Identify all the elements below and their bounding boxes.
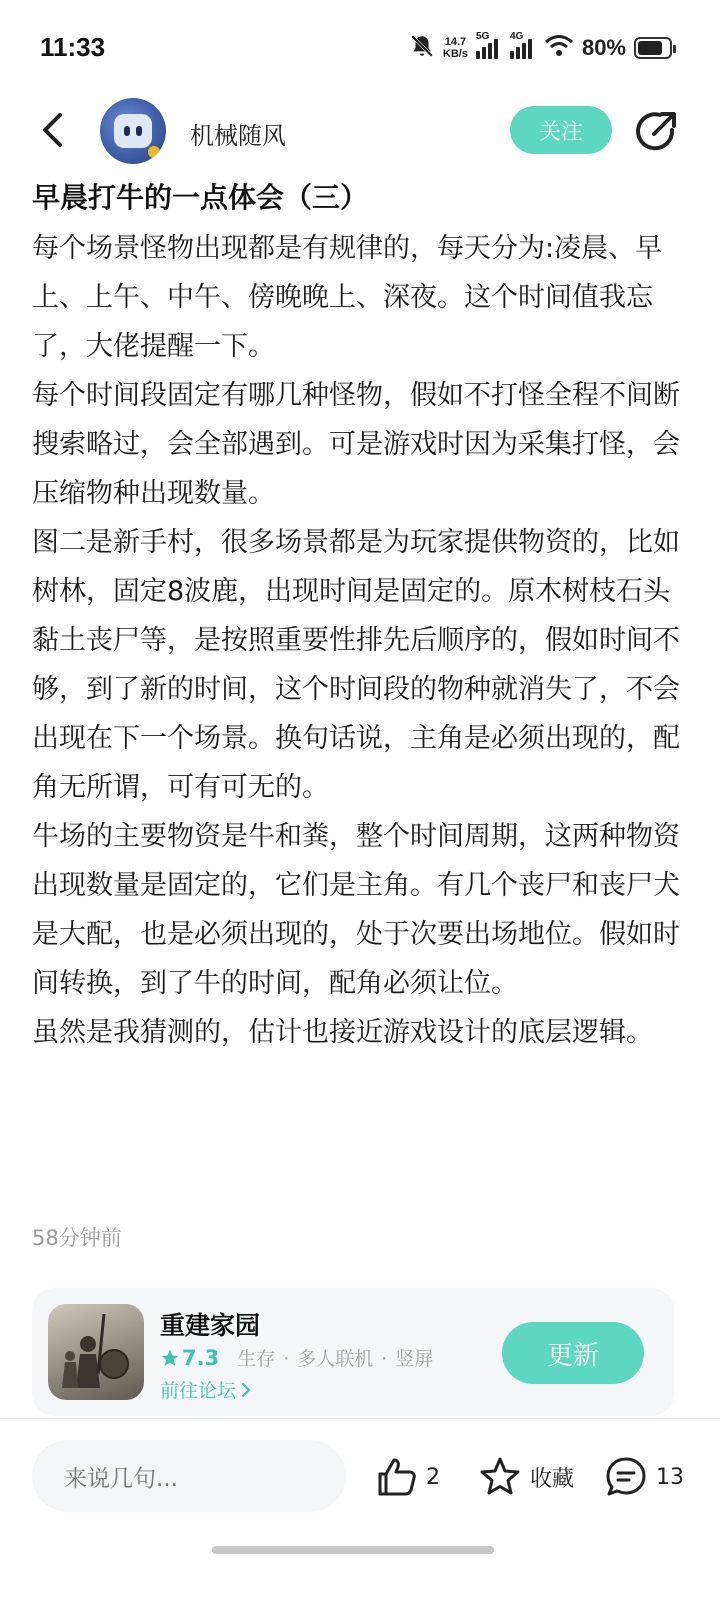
chevron-left-icon <box>40 112 64 148</box>
battery-icon <box>634 37 672 59</box>
bottom-divider <box>0 1418 720 1419</box>
article-title: 早晨打牛的一点体会（三） <box>32 181 369 214</box>
signal-5g-icon: 5G <box>476 37 502 59</box>
comment-input[interactable]: 来说几句... <box>32 1440 346 1512</box>
author-name[interactable]: 机械随风 <box>190 122 286 150</box>
like-count: 2 <box>426 1464 440 1490</box>
mute-bell-icon <box>409 33 435 63</box>
status-bar <box>0 0 720 96</box>
comment-icon <box>604 1455 648 1499</box>
share-icon <box>632 108 680 156</box>
star-icon <box>160 1348 180 1368</box>
back-button[interactable] <box>34 110 70 150</box>
net-speed: 14.7 KB/s <box>442 36 468 60</box>
status-icons <box>409 30 672 66</box>
article-paragraph: 牛场的主要物资是牛和粪，整个时间周期，这两种物资出现数量是固定的，它们是主角。有几个丧尸和丧尸犬是大配，也是必须出现的，处于次要出场地位。假如时间转换，到了牛的时间，配角必须让位。 <box>32 821 680 999</box>
favorite-label: 收藏 <box>530 1466 575 1492</box>
chevron-right-icon <box>240 1381 252 1399</box>
share-button[interactable] <box>632 108 680 156</box>
game-meta <box>160 1344 433 1371</box>
article-paragraph: 图二是新手村，很多场景都是为玩家提供物资的，比如树林，固定8波鹿，出现时间是固定的。原木树枝石头黏土丧尸等，是按照重要性排先后顺序的，假如时间不够，到了新的时间，这个时间段的物种就消失了，不会出现在下一个场景。换句话说，主角是必须出现的，配角无所谓，可有可无的。 <box>32 527 680 803</box>
star-outline-icon <box>478 1455 522 1499</box>
game-name: 重建家园 <box>160 1311 261 1340</box>
game-tags: 生存 · 多人联机 · 竖屏 <box>237 1348 434 1370</box>
status-time: 11:33 <box>40 32 106 62</box>
update-button[interactable]: 更新 <box>502 1322 644 1384</box>
favorite-button[interactable] <box>478 1454 574 1500</box>
article <box>32 176 692 1057</box>
battery-percent: 80% <box>581 35 626 60</box>
game-icon[interactable] <box>48 1304 144 1400</box>
game-card[interactable] <box>32 1288 674 1416</box>
home-indicator[interactable] <box>212 1546 494 1554</box>
forum-link[interactable]: 前往论坛 <box>160 1376 252 1403</box>
article-paragraph: 虽然是我猜测的，估计也接近游戏设计的底层逻辑。 <box>32 1017 653 1048</box>
comment-count: 13 <box>656 1464 684 1490</box>
author-avatar[interactable] <box>100 98 166 164</box>
article-body <box>32 224 692 1057</box>
like-button[interactable] <box>376 1454 440 1500</box>
post-header <box>0 96 720 168</box>
wifi-icon <box>544 34 574 62</box>
signal-4g-icon: 4G <box>510 37 536 59</box>
post-timestamp: 58分钟前 <box>32 1226 122 1250</box>
comment-button[interactable] <box>604 1454 684 1500</box>
article-paragraph: 每个时间段固定有哪几种怪物，假如不打怪全程不间断搜索略过，会全部遇到。可是游戏时因为采集打怪，会压缩物种出现数量。 <box>32 380 680 509</box>
thumbs-up-icon <box>376 1456 418 1498</box>
game-rating: 7.3 <box>160 1346 219 1370</box>
article-paragraph: 每个场景怪物出现都是有规律的，每天分为:凌晨、早上、上午、中午、傍晚晚上、深夜。这个时间值我忘了，大佬提醒一下。 <box>32 233 663 362</box>
follow-button[interactable]: 关注 <box>510 106 612 154</box>
